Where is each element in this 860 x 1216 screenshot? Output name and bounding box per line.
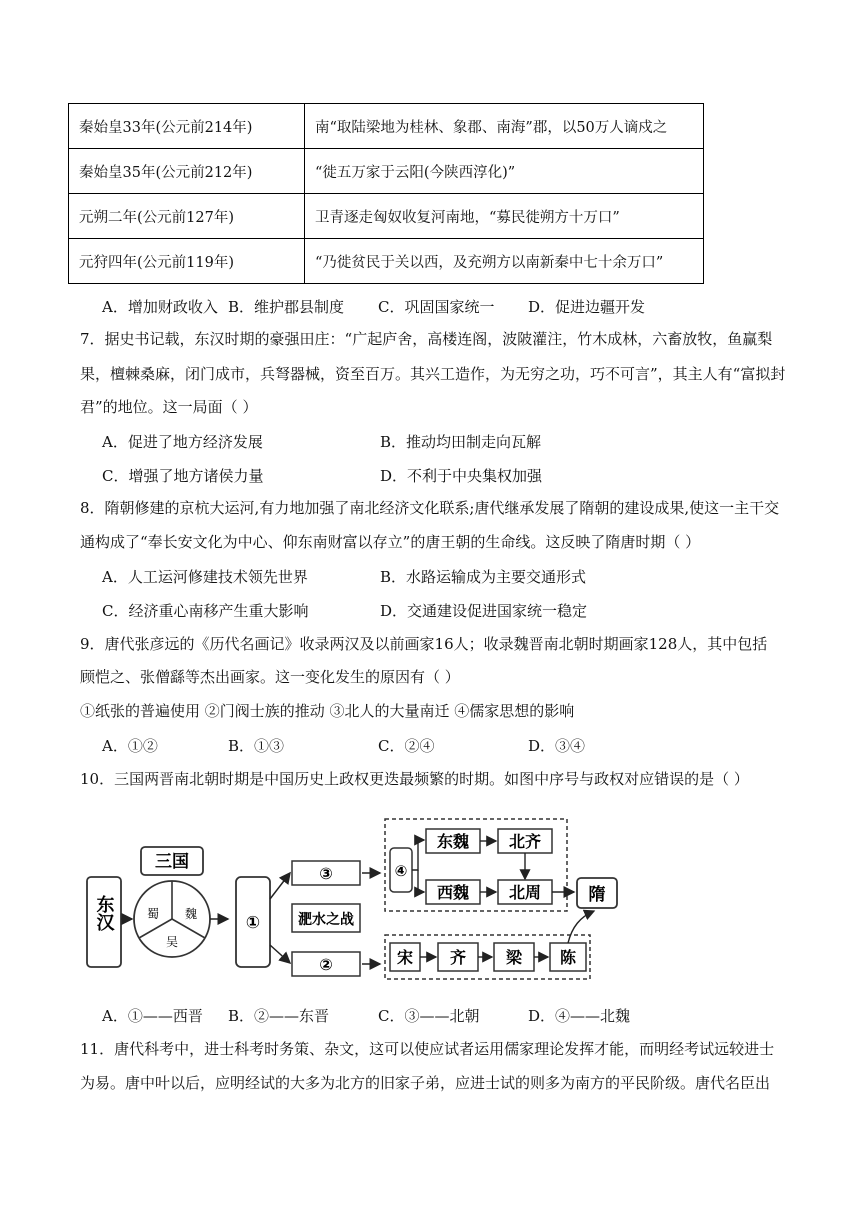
q7-stem-line: 果，檀棘桑麻，闭门成市，兵弩器械，资至百万。其兴工造作，为无穷之功，巧不可言”，其主人有“富拟封 <box>80 365 786 383</box>
wei-label: 魏 <box>184 907 198 921</box>
q6-option-c[interactable]: C．巩固国家统一 <box>378 298 495 316</box>
node-2 <box>292 952 360 976</box>
xiwei-label: 西魏 <box>436 883 470 902</box>
feishui-box <box>292 904 360 932</box>
q7-stem-line: 君”的地位。这一局面（ ） <box>80 398 258 416</box>
shu-label: 蜀 <box>146 907 160 921</box>
q6-option-b[interactable]: B．维护郡县制度 <box>228 298 345 316</box>
q9-option-d[interactable]: D．③④ <box>528 737 586 755</box>
node-3-label: ③ <box>319 864 333 883</box>
q8-option-c[interactable]: C．经济重心南移产生重大影响 <box>102 602 309 620</box>
q8-option-d[interactable]: D．交通建设促进国家统一稳定 <box>380 602 588 620</box>
q7-option-a[interactable]: A．促进了地方经济发展 <box>102 433 263 451</box>
q7-stem-line: 7．据史书记载，东汉时期的豪强田庄：“广起庐舍，高楼连阁，波陂灌注，竹木成林，六畜放牧，鱼赢梨 <box>80 330 773 348</box>
regime-succession-diagram <box>0 805 860 990</box>
table-cell: 元朔二年(公元前127年) <box>69 194 305 239</box>
q8-option-b[interactable]: B．水路运输成为主要交通形式 <box>380 568 587 586</box>
table-row <box>69 104 704 149</box>
q9-option-c[interactable]: C．②④ <box>378 737 435 755</box>
feishui-label: 淝水之战 <box>298 912 354 928</box>
table-cell: 元狩四年(公元前119年) <box>69 239 305 284</box>
node-4 <box>390 848 412 892</box>
q11-stem-line: 11．唐代科考中，进士科考时务策、杂文，这可以使应试者运用儒家理论发挥才能，而明经考试远较进士 <box>80 1040 775 1058</box>
q10-option-b[interactable]: B．②——东晋 <box>228 1007 330 1025</box>
donghan-box <box>87 877 121 967</box>
node-4-label: ④ <box>394 862 408 880</box>
q7-option-d[interactable]: D．不利于中央集权加强 <box>380 467 543 485</box>
qi-label: 齐 <box>449 948 467 967</box>
beiqi-label: 北齐 <box>508 832 542 851</box>
beiqi-box <box>498 829 552 853</box>
table-cell: 秦始皇33年(公元前214年) <box>69 104 305 149</box>
q6-option-a[interactable]: A．增加财政收入 <box>102 298 218 316</box>
wu-label: 吴 <box>165 935 179 949</box>
table-row <box>69 194 704 239</box>
sanguo-group <box>134 847 210 957</box>
sanguo-label: 三国 <box>155 852 189 872</box>
table-row <box>69 239 704 284</box>
song-box <box>390 943 420 971</box>
table-cell: 卫青逐走匈奴收复河南地，“募民徙朔方十万口” <box>305 194 704 239</box>
node-1-label: ① <box>245 913 261 933</box>
q9-stem-line: 顾恺之、张僧繇等杰出画家。这一变化发生的原因有（ ） <box>80 668 460 686</box>
node-2-label: ② <box>319 955 333 974</box>
table-cell: 南“取陆梁地为桂林、象郡、南海”郡，以50万人谪戍之 <box>305 104 704 149</box>
liang-box <box>494 943 534 971</box>
q8-option-a[interactable]: A．人工运河修建技术领先世界 <box>102 568 308 586</box>
dongwei-label: 东魏 <box>436 832 470 851</box>
dongwei-box <box>426 829 480 853</box>
q10-option-a[interactable]: A．①——西晋 <box>102 1007 203 1025</box>
table-row <box>69 149 704 194</box>
q7-option-c[interactable]: C．增强了地方诸侯力量 <box>102 467 264 485</box>
q6-option-d[interactable]: D．促进边疆开发 <box>528 298 646 316</box>
q10-option-c[interactable]: C．③——北朝 <box>378 1007 480 1025</box>
q11-stem-line: 为易。唐中叶以后，应明经试的大多为北方的旧家子弟，应进士试的则多为南方的平民阶级。唐代名臣出 <box>80 1074 771 1092</box>
song-label: 宋 <box>396 948 414 967</box>
q9-statements: ①纸张的普遍使用 ②门阀士族的推动 ③北人的大量南迁 ④儒家思想的影响 <box>80 702 575 720</box>
qi-box <box>438 943 478 971</box>
donghan-label: 东汉 <box>93 895 115 931</box>
sui-label: 隋 <box>588 885 606 905</box>
beizhou-box <box>498 880 552 904</box>
q9-option-a[interactable]: A．①② <box>102 737 158 755</box>
q9-option-b[interactable]: B．①③ <box>228 737 285 755</box>
q9-stem-line: 9．唐代张彦远的《历代名画记》收录两汉及以前画家16人；收录魏晋南北朝时期画家128人，其中包括 <box>80 635 768 653</box>
chen-box <box>550 943 586 971</box>
sui-box <box>577 878 617 908</box>
node-1 <box>236 877 270 967</box>
table-cell: 秦始皇35年(公元前212年) <box>69 149 305 194</box>
q8-stem-line: 8．隋朝修建的京杭大运河,有力地加强了南北经济文化联系;唐代继承发展了隋朝的建设成果,使这一主干交 <box>80 499 780 517</box>
migration-table <box>68 103 704 284</box>
q8-stem-line: 通构成了“奉长安文化为中心、仰东南财富以存立”的唐王朝的生命线。这反映了隋唐时期（ ） <box>80 533 701 551</box>
xiwei-box <box>426 880 480 904</box>
q7-option-b[interactable]: B．推动均田制走向瓦解 <box>380 433 542 451</box>
q10-option-d[interactable]: D．④——北魏 <box>528 1007 631 1025</box>
node-3 <box>292 861 360 885</box>
table-cell: “乃徙贫民于关以西，及充朔方以南新秦中七十余万口” <box>305 239 704 284</box>
chen-label: 陈 <box>559 948 577 967</box>
q10-stem-line: 10．三国两晋南北朝时期是中国历史上政权更迭最频繁的时期。如图中序号与政权对应错误的是（ ） <box>80 770 749 788</box>
table-cell: “徙五万家于云阳(今陕西淳化)” <box>305 149 704 194</box>
liang-label: 梁 <box>505 948 523 967</box>
beizhou-label: 北周 <box>508 883 542 902</box>
